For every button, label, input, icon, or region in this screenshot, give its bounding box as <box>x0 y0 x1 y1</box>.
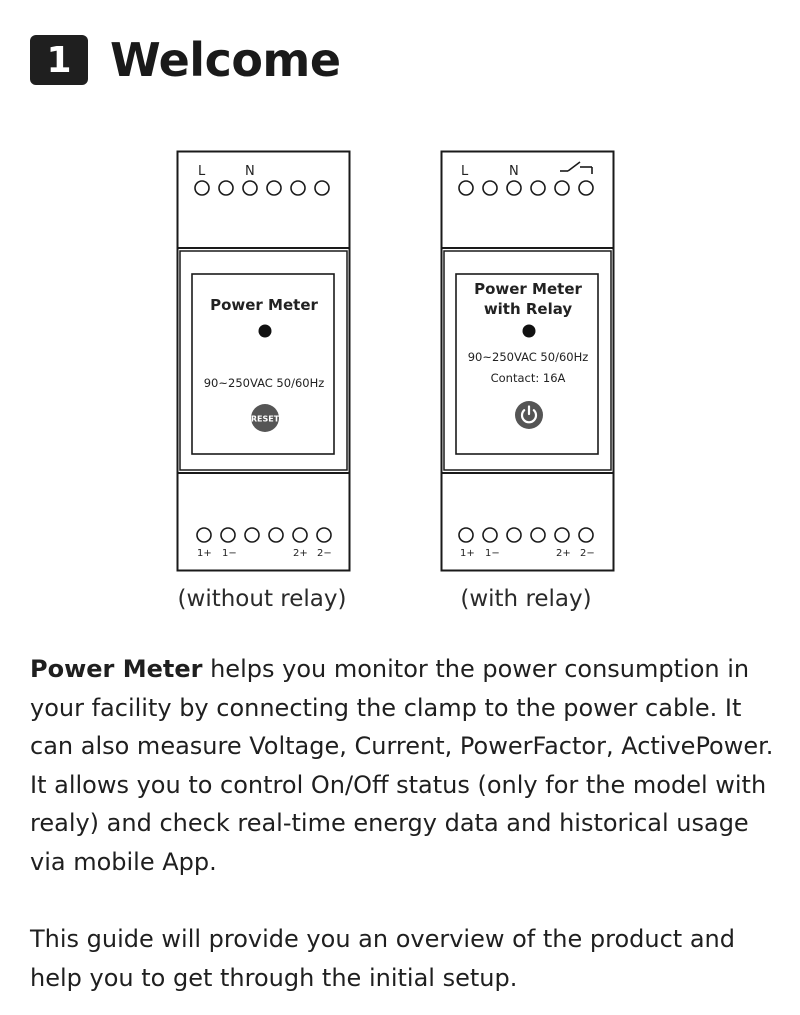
intro-paragraph <box>30 650 775 881</box>
terminal-hole <box>555 181 569 195</box>
guide-paragraph: This guide will provide you an overview of the product and help you to get through the initial setup. <box>30 925 735 992</box>
terminal-hole <box>555 528 569 542</box>
product-name: Power Meter <box>30 655 203 683</box>
terminal-hole <box>531 528 545 542</box>
device-with-relay <box>440 150 616 574</box>
terminal-hole <box>243 181 257 195</box>
terminal-hole <box>459 528 473 542</box>
terminal-hole <box>219 181 233 195</box>
terminal-hole <box>531 181 545 195</box>
terminal-hole <box>507 181 521 195</box>
device-without-relay <box>176 150 352 574</box>
terminal-label-1-plus: 1+ <box>460 548 475 559</box>
step-number-badge: 1 <box>30 35 88 85</box>
terminal-hole <box>267 181 281 195</box>
terminal-hole <box>195 181 209 195</box>
panel-title: Power Meter <box>474 280 582 298</box>
terminal-hole <box>507 528 521 542</box>
page-title: Welcome <box>110 33 341 87</box>
reset-button-label: RESET <box>250 414 280 424</box>
power-button[interactable] <box>515 401 543 429</box>
terminal-label-1-minus: 1− <box>485 548 500 559</box>
terminal-label-n: N <box>509 164 519 179</box>
terminal-hole <box>459 181 473 195</box>
terminal-hole <box>483 528 497 542</box>
terminal-hole <box>579 181 593 195</box>
panel-title: Power Meter <box>210 296 318 314</box>
terminal-hole <box>197 528 211 542</box>
terminal-hole <box>293 528 307 542</box>
terminal-label-l: L <box>198 164 206 179</box>
terminal-hole <box>579 528 593 542</box>
section-header <box>30 30 341 90</box>
terminal-label-2-plus: 2+ <box>556 548 571 559</box>
terminal-hole <box>245 528 259 542</box>
caption-without-relay: (without relay) <box>177 586 347 612</box>
device-illustration <box>176 150 352 574</box>
terminal-label-1-plus: 1+ <box>197 548 212 559</box>
spec-text: 90~250VAC 50/60Hz <box>467 350 589 364</box>
spec-text: 90~250VAC 50/60Hz <box>203 376 325 390</box>
terminal-label-l: L <box>461 164 469 179</box>
terminal-hole <box>291 181 305 195</box>
terminal-label-n: N <box>245 164 255 179</box>
terminal-hole <box>315 181 329 195</box>
device-illustration <box>440 150 616 574</box>
intro-text: helps you monitor the power consumption in your facility by connecting the clamp to the power cable. It can also measure Voltage, Current, PowerFactor, ActivePower. It allows you to control On/Off status (only for the model with realy) and check real-time energy data and historical usage via mobile App. <box>30 655 774 876</box>
terminal-label-2-minus: 2− <box>580 548 595 559</box>
terminal-hole <box>221 528 235 542</box>
terminal-hole <box>483 181 497 195</box>
terminal-hole <box>269 528 283 542</box>
caption-with-relay: (with relay) <box>460 586 592 612</box>
terminal-hole <box>317 528 331 542</box>
terminal-label-2-plus: 2+ <box>293 548 308 559</box>
contact-rating-text: Contact: 16A <box>490 371 566 385</box>
status-led <box>523 325 536 338</box>
status-led <box>259 325 272 338</box>
terminal-label-2-minus: 2− <box>317 548 332 559</box>
terminal-label-1-minus: 1− <box>222 548 237 559</box>
panel-subtitle: with Relay <box>483 300 573 318</box>
